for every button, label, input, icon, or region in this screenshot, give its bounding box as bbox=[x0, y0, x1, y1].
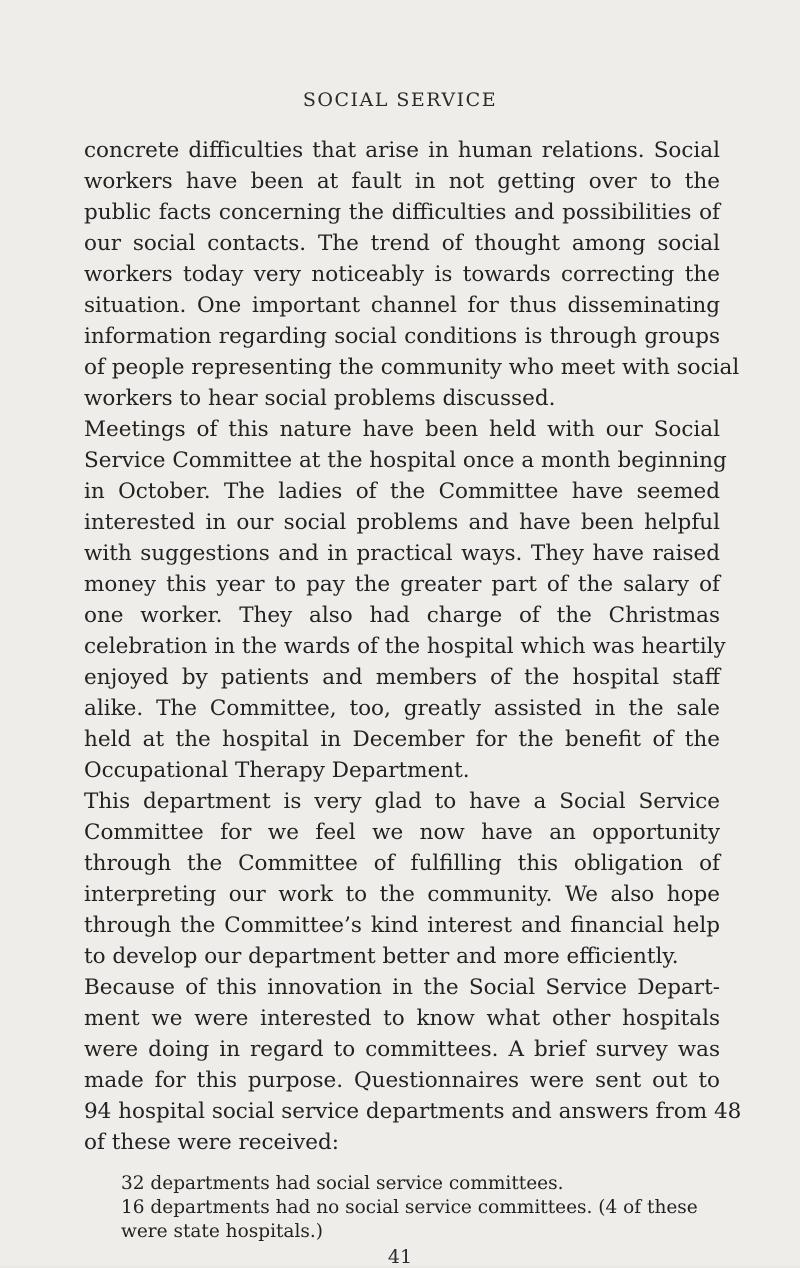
text-line: information regarding social conditions is through groups bbox=[84, 324, 720, 349]
text-line: alike. The Committee, too, greatly assisted in the sale bbox=[84, 696, 720, 721]
text-line: Committee for we feel we now have an opportunity bbox=[84, 820, 720, 845]
text-line: through the Committee of fulfilling this obligation of bbox=[84, 851, 720, 876]
text-line: of these were received: bbox=[84, 1130, 340, 1155]
text-line: workers today very noticeably is towards correcting the bbox=[84, 262, 720, 287]
paragraph-start-line: Meetings of this nature have been held with our Social bbox=[84, 417, 720, 442]
running-head: SOCIAL SERVICE bbox=[302, 89, 498, 111]
text-line: workers to hear social problems discussed. bbox=[84, 386, 556, 411]
text-line: interpreting our work to the community. We also hope bbox=[84, 882, 720, 907]
text-line: Occupational Therapy Department. bbox=[84, 758, 470, 783]
text-line: to develop our department better and more efficiently. bbox=[84, 944, 679, 969]
text-line: of people representing the community who meet with social bbox=[84, 355, 740, 380]
text-line: money this year to pay the greater part of the salary of bbox=[84, 572, 720, 597]
text-line: celebration in the wards of the hospital which was heartily bbox=[84, 634, 726, 659]
list-item-continuation: were state hospitals.) bbox=[121, 1221, 323, 1242]
text-line: one worker. They also had charge of the Christmas bbox=[84, 603, 720, 628]
text-line: were doing in regard to committees. A brief survey was bbox=[84, 1037, 720, 1062]
text-line: our social contacts. The trend of thought among social bbox=[84, 231, 720, 256]
text-line: public facts concerning the difficulties and possibilities of bbox=[84, 200, 720, 225]
text-line: with suggestions and in practical ways. They have raised bbox=[84, 541, 720, 566]
text-line: 94 hospital social service departments and answers from 48 bbox=[84, 1099, 742, 1124]
paragraph-start-line: Because of this innovation in the Social Service Depart- bbox=[84, 975, 720, 1000]
text-line: workers have been at fault in not getting over to the bbox=[84, 169, 720, 194]
text-line: made for this purpose. Questionnaires were sent out to bbox=[84, 1068, 720, 1093]
text-line: in October. The ladies of the Committee have seemed bbox=[84, 479, 720, 504]
text-line: Service Committee at the hospital once a month beginning bbox=[84, 448, 727, 473]
list-item: 32 departments had social service committees. bbox=[121, 1173, 564, 1194]
survey-results-list bbox=[121, 1172, 721, 1244]
text-line: concrete difficulties that arise in human relations. Social bbox=[84, 138, 720, 163]
page-number: 41 bbox=[387, 1246, 413, 1268]
text-line: interested in our social problems and have been helpful bbox=[84, 510, 720, 535]
paragraph-start-line: This department is very glad to have a Social Service bbox=[84, 789, 720, 814]
body-text bbox=[84, 135, 742, 1158]
text-line: situation. One important channel for thus disseminating bbox=[84, 293, 720, 318]
text-line: through the Committee’s kind interest and financial help bbox=[84, 913, 720, 938]
text-line: enjoyed by patients and members of the hospital staff bbox=[84, 665, 720, 690]
text-line: held at the hospital in December for the benefit of the bbox=[84, 727, 720, 752]
text-line: ment we were interested to know what other hospitals bbox=[84, 1006, 720, 1031]
list-item: 16 departments had no social service committees. (4 of these bbox=[121, 1197, 698, 1218]
